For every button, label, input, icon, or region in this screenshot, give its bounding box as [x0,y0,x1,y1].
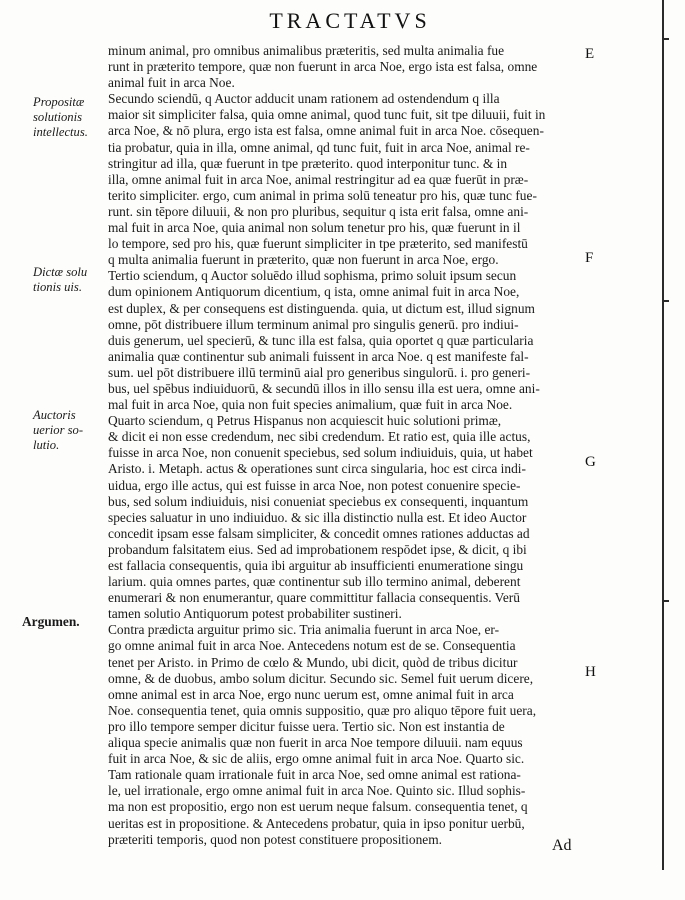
margin-note-line: Argumen. [22,614,80,629]
text-line: fuisse in arca Noe, non conuenit speciebus, sed solum indiuiduis, quia, ut habet [108,445,533,461]
catchword: Ad [552,837,572,854]
text-line: tamen solutio Antiquorum potest probabiliter sustineri. [108,606,402,622]
text-line: pro illo tempore semper dicitur fuisse uera. Tertio sic. Non est instantia de [108,718,505,734]
margin-note-line: intellectus. [33,125,88,139]
margin-note-propositae [33,95,105,140]
margin-note-line: Propositæ [33,95,85,109]
text-line: ueritas est in propositione. & Antecedens probatur, quia in ipso ponitur uerbū, [108,815,525,831]
text-line: & dicit ei non esse credendum, nec sibi credendum. Et ratio est, quia ille actus, [108,429,531,445]
margin-note-line: tionis uis. [33,280,82,294]
section-letter-e: E [585,46,595,62]
text-line: omne animal est in arca Noe, ergo nunc uerum est, omne animal fuit in arca [108,686,514,702]
margin-note-dictae [33,265,105,295]
text-line: uidua, ergo ille actus, qui est fuisse in arca Noe, non potest conuenire specie- [108,477,521,493]
margin-note-line: Dictæ solu [33,265,88,279]
page-edge-mark [664,300,669,302]
text-line: bus, uel spēbus indiuiduorū, & secundū illos in illo sensu illa est uera, omne ani- [108,380,540,396]
text-line: mal fuit in arca Noe, quia animal non solum tenetur pro his, quæ fuerunt in il [108,220,521,236]
text-line: runt. sin tēpore diluuii, & non pro pluribus, sequitur q ista erit falsa, omne ani- [108,203,529,219]
page-edge-mark [664,600,669,602]
text-line: runt in præterito tempore, quæ non fuerunt in arca Noe, ergo ista est falsa, omne [108,59,538,75]
text-line: Quarto sciendum, q Petrus Hispanus non acquiescit huic solutioni primæ, [108,413,502,429]
margin-note-line: uerior so- [33,423,84,437]
text-line: Aristo. i. Metaph. actus & operationes sunt circa singularia, hoc est circa indi- [108,461,526,477]
text-line: aliqua specie animalis quæ non fuerit in arca Noe tempore diluuii. nam equus [108,735,523,751]
section-letter-h: H [585,664,596,680]
text-line: sum. uel pōt distribuere illū terminū aial pro generibus singulorū. i. pro generi- [108,364,531,380]
text-line: fuit in arca Noe, & sic de aliis, ergo omne animal fuit in arca Noe. Quarto sic. [108,751,525,767]
margin-note-auctoris [33,408,105,453]
running-head: TRACTATVS [269,8,431,33]
text-line: omne, pōt distribuere illum terminum animal pro singulis generū. pro indiui- [108,316,519,332]
text-line: le, uel irrationale, ergo omne animal fuit in arca Noe. Quinto sic. Illud sophis- [108,783,526,799]
text-line: terito simpliciter. ergo, cum animal in prima solū teneatur pro his, quæ tunc fue- [108,187,537,203]
text-line: Secundo sciendū, q Auctor adducit unam rationem ad ostendendum q illa [108,91,500,107]
text-line: præteriti temporis, quod non potest constituere propositionem. [108,831,442,847]
text-line: Contra prædicta arguitur primo sic. Tria animalia fuerunt in arca Noe, er- [108,622,500,638]
page-edge-mark [664,38,669,40]
text-line: larium. quia omnes partes, quæ continentur sub illo termino animal, deberent [108,574,521,590]
margin-note-line: lutio. [33,438,60,452]
text-line: tenet per Aristo. in Primo de cœlo & Mundo, ubi dicit, quòd de tribus dicitur [108,654,518,670]
margin-note-argumen [22,614,94,629]
page-edge-line [662,0,664,870]
text-line: Tam rationale quam irrationale fuit in arca Noe, sed omne animal est rationa- [108,767,521,783]
margin-note-line: solutionis [33,110,82,124]
text-line: bus, sed solum indiuiduis, nisi conueniat speciebus ex consequenti, inquantum [108,493,529,509]
text-line: Tertio sciendum, q Auctor soluēdo illud sophisma, primo soluit ipsum secun [108,268,517,284]
text-line: stringitur ad illa, quæ fuerunt in tpe præterito. quod interponitur tunc. & in [108,155,508,171]
text-line: maior sit simpliciter falsa, quia omne animal, quod tunc fuit, sit tpe diluuii, fuit in [108,107,546,123]
text-line: arca Noe, & nō plura, ergo ista est falsa, omne animal fuit in arca Noe. cōsequen- [108,123,544,139]
text-line: mal fuit in arca Noe, quia non fuit species animalium, quæ fuit in arca Noe. [108,397,513,413]
text-line: minum animal, pro omnibus animalibus præteritis, sed multa animalia fue [108,43,505,58]
section-letter-g: G [585,454,596,470]
text-line: duis generum, uel specierū, & tunc illa est falsa, quia oportet q quæ particularia [108,332,534,348]
text-line: concedit ipsam esse falsam simpliciter, & concedit omnes rationes adductas ad [108,525,530,541]
text-line: illa, omne animal fuit in arca Noe, animal restringitur ad ea quæ fuerūt in præ- [108,171,529,187]
text-line: Noe. consequentia tenet, quia omnis suppositio, quæ pro aliquo tēpore fuit uera, [108,702,537,718]
text-line: q multa animalia fuerunt in præterito, quæ non fuerunt in arca Noe, ergo. [108,252,499,268]
text-line: tia probatur, quia in illa, omne animal, qd tunc fuit, fuit in arca Noe, animal re- [108,139,530,155]
text-line: dum opinionem Antiquorum dicentium, q ista, omne animal fuit in arca Noe, [108,284,520,300]
margin-note-line: Auctoris [33,408,76,422]
text-line: animalia quæ continentur sub animali fuissent in arca Noe. q est manifeste fal- [108,348,529,364]
text-line: omne, & de duobus, ambo solum dicitur. Secundo sic. Semel fuit uerum dicere, [108,670,534,686]
text-line: enumerari & non enumerantur, quare committitur fallacia consequentis. Verū [108,590,520,606]
text-line: probandum falsitatem eius. Sed ad improbationem respōdet ipse, & dicit, q ibi [108,541,527,557]
text-line: ma non est propositio, ergo non est uerum neque falsum. consequentia tenet, q [108,799,528,815]
main-text [108,43,583,848]
text-line: go omne animal fuit in arca Noe. Antecedens notum est de se. Consequentia [108,638,516,654]
text-line: animal fuit in arca Noe. [108,75,235,91]
section-letter-f: F [585,250,594,266]
text-line: lo tempore, sed pro his, quæ fuerunt simpliciter in tpe præterito, sed manifestū [108,236,528,252]
text-line: species saluatur in uno indiuiduo. & sic illa distinctio nulla est. Et ideo Auctor [108,509,527,525]
text-line: est fallacia consequentis, quia ibi arguitur ab insufficienti enumeratione singu [108,558,524,573]
text-line: est duplex, & per consequens est distinguenda. quia, ut dictum est, illud signum [108,300,535,316]
